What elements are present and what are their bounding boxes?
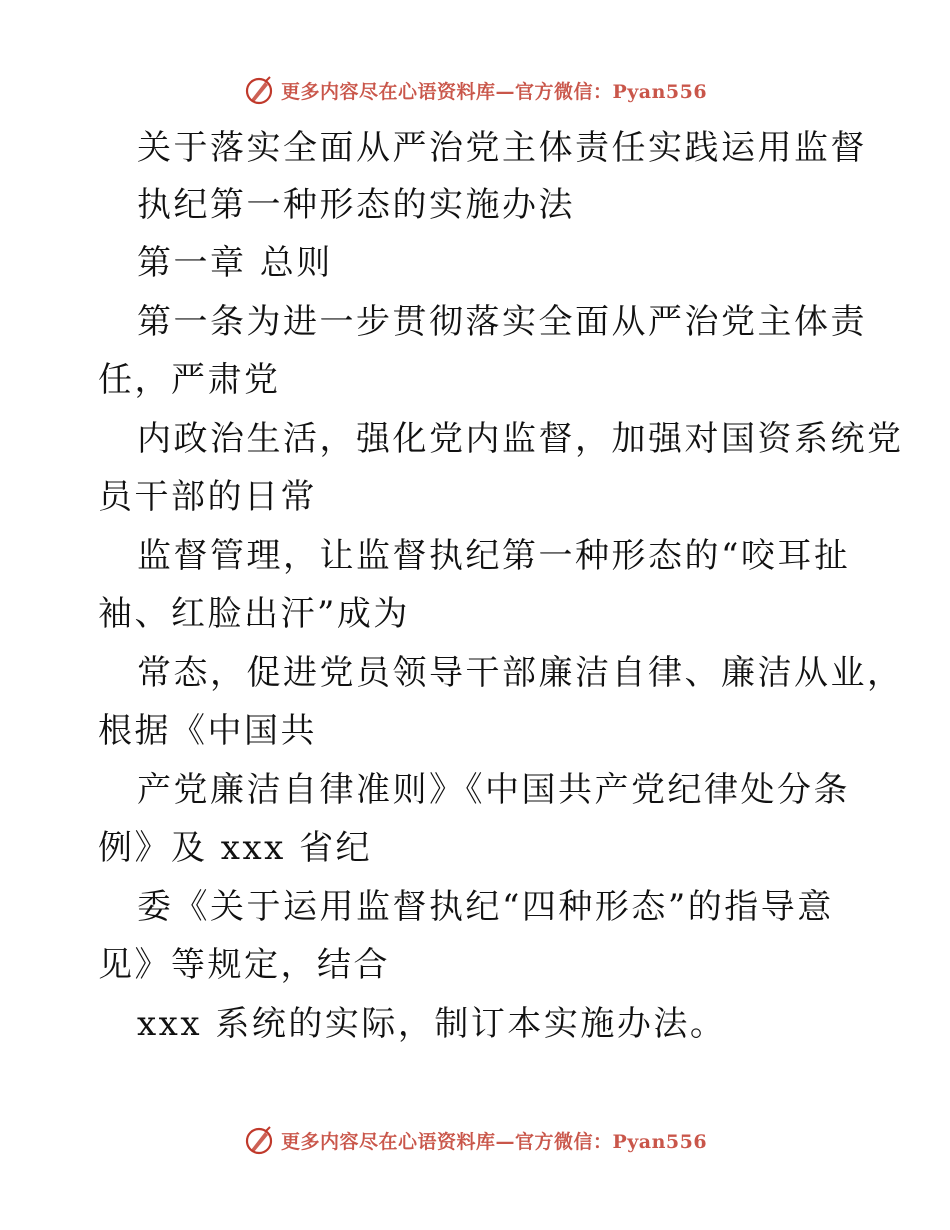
document-title-line-1: 关于落实全面从严治党主体责任实践运用监督 bbox=[137, 128, 867, 168]
paragraph-line: 见》等规定，结合 bbox=[98, 945, 390, 985]
paragraph-line: 内政治生活，强化党内监督，加强对国资系统党 bbox=[137, 419, 904, 459]
quill-logo-icon bbox=[243, 1124, 275, 1156]
chapter-heading: 第一章 总则 bbox=[137, 243, 333, 283]
paragraph-line: 员干部的日常 bbox=[98, 477, 317, 517]
quill-logo-icon bbox=[243, 74, 275, 106]
paragraph-line: 产党廉洁自律准则》《中国共产党纪律处分条 bbox=[137, 770, 850, 810]
document-title-line-2: 执纪第一种形态的实施办法 bbox=[137, 185, 575, 225]
watermark-footer bbox=[0, 1120, 950, 1160]
paragraph-line: 袖、红脸出汗”成为 bbox=[98, 594, 410, 634]
paragraph-line: xxx 系统的实际，制订本实施办法。 bbox=[137, 1004, 727, 1044]
paragraph-line: 常态，促进党员领导干部廉洁自律、廉洁从业， bbox=[137, 653, 904, 693]
paragraph-line: 委《关于运用监督执纪“四种形态”的指导意 bbox=[137, 887, 834, 927]
paragraph-line: 第一条为进一步贯彻落实全面从严治党主体责 bbox=[137, 302, 867, 342]
paragraph-line: 任，严肃党 bbox=[98, 360, 281, 400]
paragraph-line: 例》及 xxx 省纪 bbox=[98, 828, 373, 868]
watermark-text: 更多内容尽在心语资料库—官方微信：Pyan556 bbox=[280, 80, 708, 103]
watermark-header bbox=[0, 70, 950, 110]
watermark-text: 更多内容尽在心语资料库—官方微信：Pyan556 bbox=[280, 1130, 708, 1153]
paragraph-line: 根据《中国共 bbox=[98, 711, 317, 751]
paragraph-line: 监督管理，让监督执纪第一种形态的“咬耳扯 bbox=[137, 536, 851, 576]
